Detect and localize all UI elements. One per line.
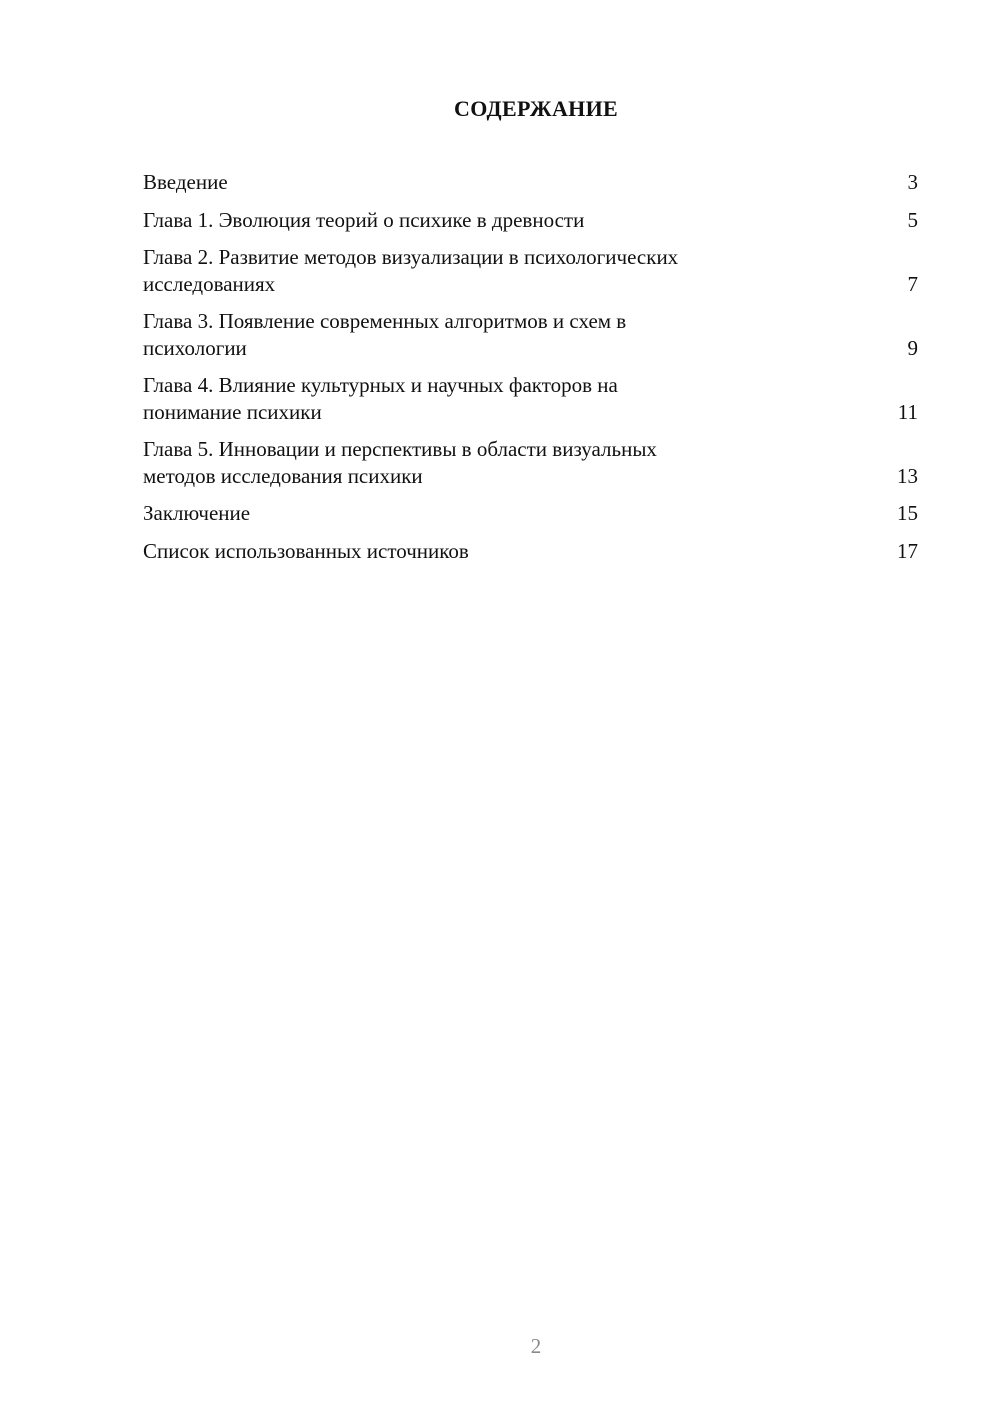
toc-entry-page: 3 [907,170,918,194]
toc-entry-introduction [143,169,918,196]
toc-entry-page: 9 [907,335,918,360]
toc-entry-label: Введение [143,170,228,194]
toc-entry-page: 7 [907,271,918,296]
toc-entry-chapter-5 [143,436,918,489]
toc-entry-label: Список использованных источников [143,538,469,563]
toc-entry-page: 17 [897,538,918,563]
toc-entry-page: 15 [897,501,918,525]
toc-entry-references [143,538,918,565]
toc-entry-label: Глава 2. Развитие методов визуализации в психологических исследованиях [143,245,679,296]
toc-entry-chapter-2 [143,244,918,297]
toc-entry-conclusion [143,500,918,527]
page-title: СОДЕРЖАНИЕ [454,96,618,121]
toc-entry-label: Глава 5. Инновации и перспективы в области визуальных методов исследования психики [143,437,657,488]
toc-entry-page: 11 [897,399,918,424]
toc-entry-label: Заключение [143,501,251,525]
toc-entry-chapter-4 [143,372,918,425]
toc-entry-label: Глава 1. Эволюция теорий о психике в древности [143,207,585,232]
toc-entry-label: Глава 3. Появление современных алгоритмов и схем в психологии [143,309,627,360]
toc-entry-chapter-3 [143,308,918,361]
table-of-contents [143,169,918,575]
page-number: 2 [530,1334,542,1358]
toc-entry-chapter-1 [143,207,918,234]
toc-entry-page: 5 [907,207,918,232]
toc-entry-label: Глава 4. Влияние культурных и научных факторов на понимание психики [143,373,618,424]
toc-entry-page: 13 [897,463,918,488]
